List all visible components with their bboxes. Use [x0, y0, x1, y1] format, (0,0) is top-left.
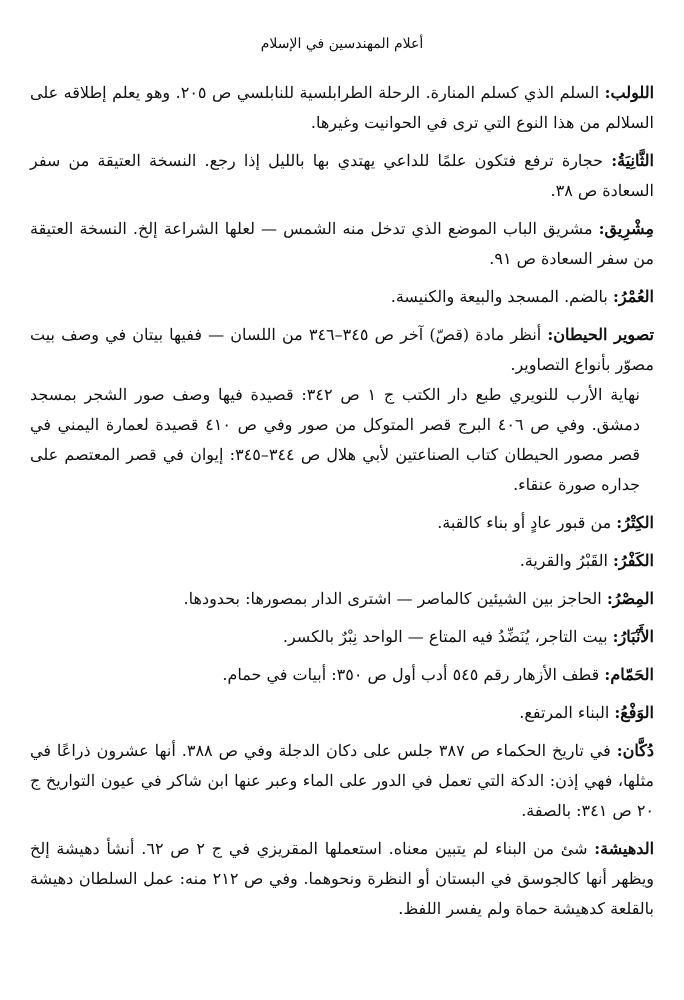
entry-text: قطف الأزهار رقم ٥٤٥ أدب أول ص ٣٥٠: أبيات في حمام. [222, 665, 605, 684]
entry-term: الوَفْعُ: [614, 703, 654, 722]
entry-term: الحَمّام: [604, 665, 654, 684]
entry-term: العُمْرُ: [612, 287, 654, 306]
entry-lawlab [30, 78, 654, 138]
entry-term: الكَفْرُ: [613, 551, 654, 570]
entry-kitr [30, 508, 654, 538]
entry-text: أنظر مادة (قصّ) آخر ص ٣٤٥–٣٤٦ من اللسان — ففيها بيتان في وصف بيت مصوّر بأنواع التصاوير. [30, 325, 654, 374]
entry-duhaysha [30, 834, 654, 924]
entry-hammam [30, 660, 654, 690]
entry-text: مشريق الباب الموضع الذي تدخل منه الشمس — لعلها الشراعة إلخ. النسخة العتيقة من سفر السعادة ص ٩١. [30, 219, 654, 268]
entry-subparagraph: نهاية الأرب للنويري طبع دار الكتب ج ١ ص ٣٤٢: قصيدة فيها وصف صور الشجر بمسجد دمشق. وفي ص ٤٠٦ البرج قصر المتوكل من صور وفي ص ٤١٠ قصيدة لعمارة اليمني في قصر مصور الحيطان كتاب الصناعتين لأبي هلال ص ٣٤٤–٣٤٥: إيوان في قصر المعتصم على جداره صورة عنقاء. [30, 385, 641, 494]
entry-anbar [30, 622, 654, 652]
entry-kafr [30, 546, 654, 576]
entry-term: مِشْرِيق: [598, 219, 654, 238]
entry-waf [30, 698, 654, 728]
entry-umr [30, 282, 654, 312]
entry-term: الدهيشة: [594, 839, 655, 858]
entry-text: من قبور عادٍ أو بناء كالقبة. [437, 513, 617, 532]
entry-text: البناء المرتفع. [519, 703, 615, 722]
entry-term: دُكَّان: [616, 741, 655, 760]
entry-term: الأَنْبَارُ: [612, 627, 654, 646]
entry-text: القَبْرُ والقرية. [519, 551, 614, 570]
entry-misr [30, 584, 654, 614]
entry-term: الكِتْرُ: [616, 513, 654, 532]
entry-dukkan [30, 736, 654, 826]
entry-text: حجارة ترفع فتكون علمًا للداعي يهتدي بها بالليل إذا رجع. النسخة العتيقة من سفر السعادة ص ٣٨. [30, 151, 654, 200]
entry-term: المِصْرُ: [606, 589, 654, 608]
entry-term: الثَّانِيَةُ: [611, 151, 654, 170]
entry-mishriq [30, 214, 654, 274]
entry-text: بالضم. المسجد والبيعة والكنيسة. [390, 287, 613, 306]
entry-text: شئ من البناء لم يتبين معناه. استعملها المقريزي في ج ٢ ص ٦٢. أنشأ دهيشة إلخ ويظهر أنها كالجوسق في البستان أو النظرة ونحوهما. وفي ص ٢١٢ منه: عمل السلطان دهيشة بالقلعة كدهيشة حماة ولم يفسر اللفظ. [30, 839, 655, 918]
entry-thaniya [30, 146, 654, 206]
entry-text: السلم الذي كسلم المنارة. الرحلة الطرابلسية للنابلسي ص ٢٠٥. وهو يعلم إطلاقه على السلالم من هذا النوع التي ترى في الحوانيت وغيرها. [30, 83, 654, 132]
entry-taswir-al-hitan [30, 320, 654, 500]
entry-text: الحاجز بين الشيئين كالماصر — اشترى الدار بمصورها: بحدودها. [183, 589, 607, 608]
entry-term: تصوير الحيطان: [547, 325, 654, 344]
entry-term: اللولب: [604, 83, 655, 102]
entry-text: بيت التاجر، يُنَضِّدُ فيه المتاع — الواحد نِبْرٌ بالكسر. [282, 627, 613, 646]
entry-text: في تاريخ الحكماء ص ٣٨٧ جلس على دكان الدجلة وفي ص ٣٨٨. أنها عشرون ذراعًا في مثلها، فهي إذن: الدكة التي تعمل في الدور على الماء وعبر عنها ابن شاكر في عيون التواريخ ج ٢٠ ص ٣٤١: بالصفة. [30, 741, 655, 820]
running-header: أعلام المهندسين في الإسلام [260, 36, 424, 52]
